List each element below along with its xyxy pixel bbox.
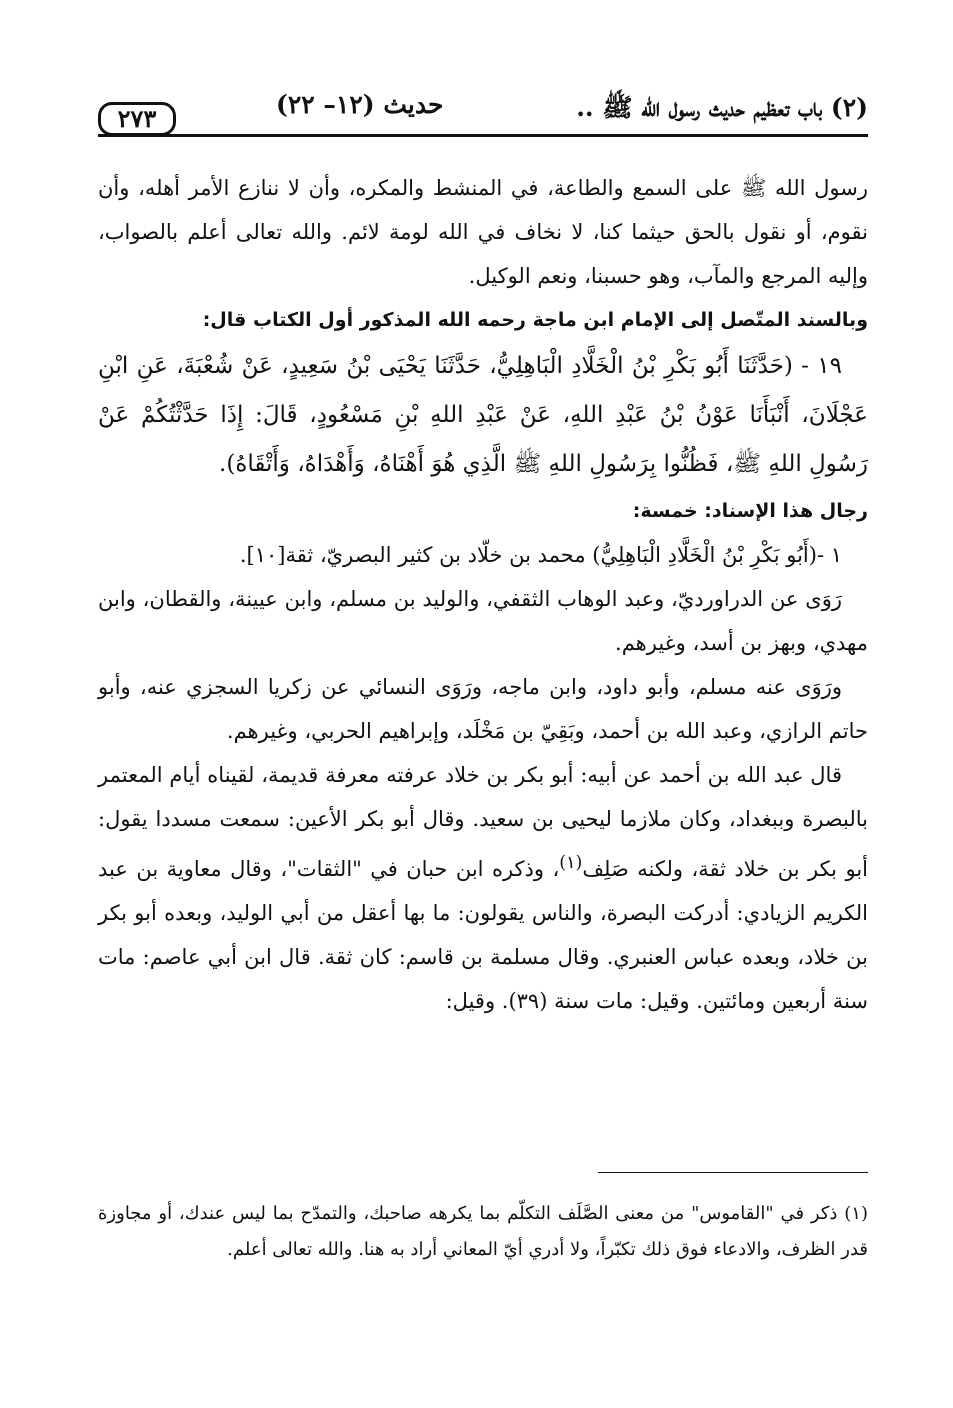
narrator-1-name: ١ -(أَبُو بَكْرِ بْنُ الْخَلَّادِ الْبَاهِلِيُّ) bbox=[592, 543, 842, 567]
hadith-range: حديث (١٢– ٢٢) bbox=[276, 90, 444, 119]
footnote-divider bbox=[598, 1172, 868, 1173]
narrator-1-description: محمد بن خلّاد بن كثير البصريّ، ثقة[١٠]. bbox=[239, 543, 586, 567]
narrator-1 bbox=[98, 533, 868, 577]
chapter-title: (٢) باب تعظيم حديث رسول الله ﷺ .. bbox=[576, 93, 868, 122]
footnote-reference[interactable]: (١) bbox=[559, 853, 583, 873]
main-text bbox=[98, 166, 868, 1023]
footnote-1: (١) ذكر في "القاموس" من معنى الصَّلَف التكلّم بما يكرهه صاحبك، والتمدّح بما ليس عندك، أو مجاوزة قدر الظرف، والادعاء فوق ذلك تكبّراً، ولا أدري أيّ المعاني أراد به هنا. والله تعالى أعلم. bbox=[98, 1203, 868, 1260]
gradings-text-part-2: ، وذكره ابن حبان في "الثقات"، وقال معاوية بن عبد الكريم الزيادي: أدركت البصرة، والناس يقولون: ما بها أعقل من أبي الوليد، وبعده أبو بكر بن خلاد، وبعده عباس العنبري. وقال مسلمة بن قاسم: كان ثقة. قال ابن أبي عاصم: مات سنة أربعين ومائتين. وقيل: مات سنة (٣٩). وقيل: bbox=[98, 857, 868, 1013]
gradings-text-part-1: قال عبد الله بن أحمد عن أبيه: أبو بكر بن خلاد عرفته معرفة قديمة، لقيناه أيام المعتمر بالبصرة وببغداد، وكان ملازما ليحيى بن سعيد. وقال أبو بكر الأعين: سمعت مسددا يقول: أبو بكر بن خلاد ثقة، ولكنه صَلِف bbox=[98, 763, 868, 881]
page-number: ٢٧٣ bbox=[98, 102, 176, 136]
paragraph-narrated-from: رَوَى عن الدراورديّ، وعبد الوهاب الثقفي، والوليد بن مسلم، وابن عيينة، والقطان، وابن مهدي، وبهز بن أسد، وغيرهم. bbox=[98, 587, 868, 655]
narrators-heading: رجال هذا الإسناد: خمسة: bbox=[632, 500, 868, 522]
page-header bbox=[98, 88, 868, 136]
header-divider bbox=[98, 134, 868, 137]
hadith-19: ١٩ - (حَدَّثَنَا أَبُو بَكْرِ بْنُ الْخَلَّادِ الْبَاهِلِيُّ، حَدَّثَنَا يَحْيَى بْنُ سَعِيدٍ، عَنْ شُعْبَةَ، عَنِ ابْنِ عَجْلَانَ، أَنْبَأَنَا عَوْنُ بْنُ عَبْدِ اللهِ، عَنْ عَبْدِ اللهِ بْنِ مَسْعُودٍ، قَالَ: إِذَا حَدَّثْتُكُمْ عَنْ رَسُولِ اللهِ ﷺ، فَظُنُّوا بِرَسُولِ اللهِ ﷺ الَّذِي هُوَ أَهْنَاهُ، وَأَهْدَاهُ، وَأَتْقَاهُ). bbox=[98, 353, 868, 477]
paragraph-narrated-by: ورَوَى عنه مسلم، وأبو داود، وابن ماجه، ورَوَى النسائي عن زكريا السجزي عنه، وأبو حاتم الرازي، وعبد الله بن أحمد، وبَقِيّ بن مَخْلَد، وإبراهيم الحربي، وغيرهم. bbox=[98, 675, 868, 743]
paragraph-gradings bbox=[98, 753, 868, 1023]
chain-heading: وبالسند المتّصل إلى الإمام ابن ماجة رحمه الله المذكور أول الكتاب قال: bbox=[202, 309, 868, 331]
paragraph-1: رسول الله ﷺ على السمع والطاعة، في المنشط والمكره، وأن لا ننازع الأمر أهله، وأن نقوم، أو نقول بالحق حيثما كنا، لا نخاف في الله لومة لائم. والله تعالى أعلم بالصواب، وإليه المرجع والمآب، وهو حسبنا، ونعم الوكيل. bbox=[98, 176, 868, 288]
footnote-section bbox=[98, 1196, 868, 1268]
